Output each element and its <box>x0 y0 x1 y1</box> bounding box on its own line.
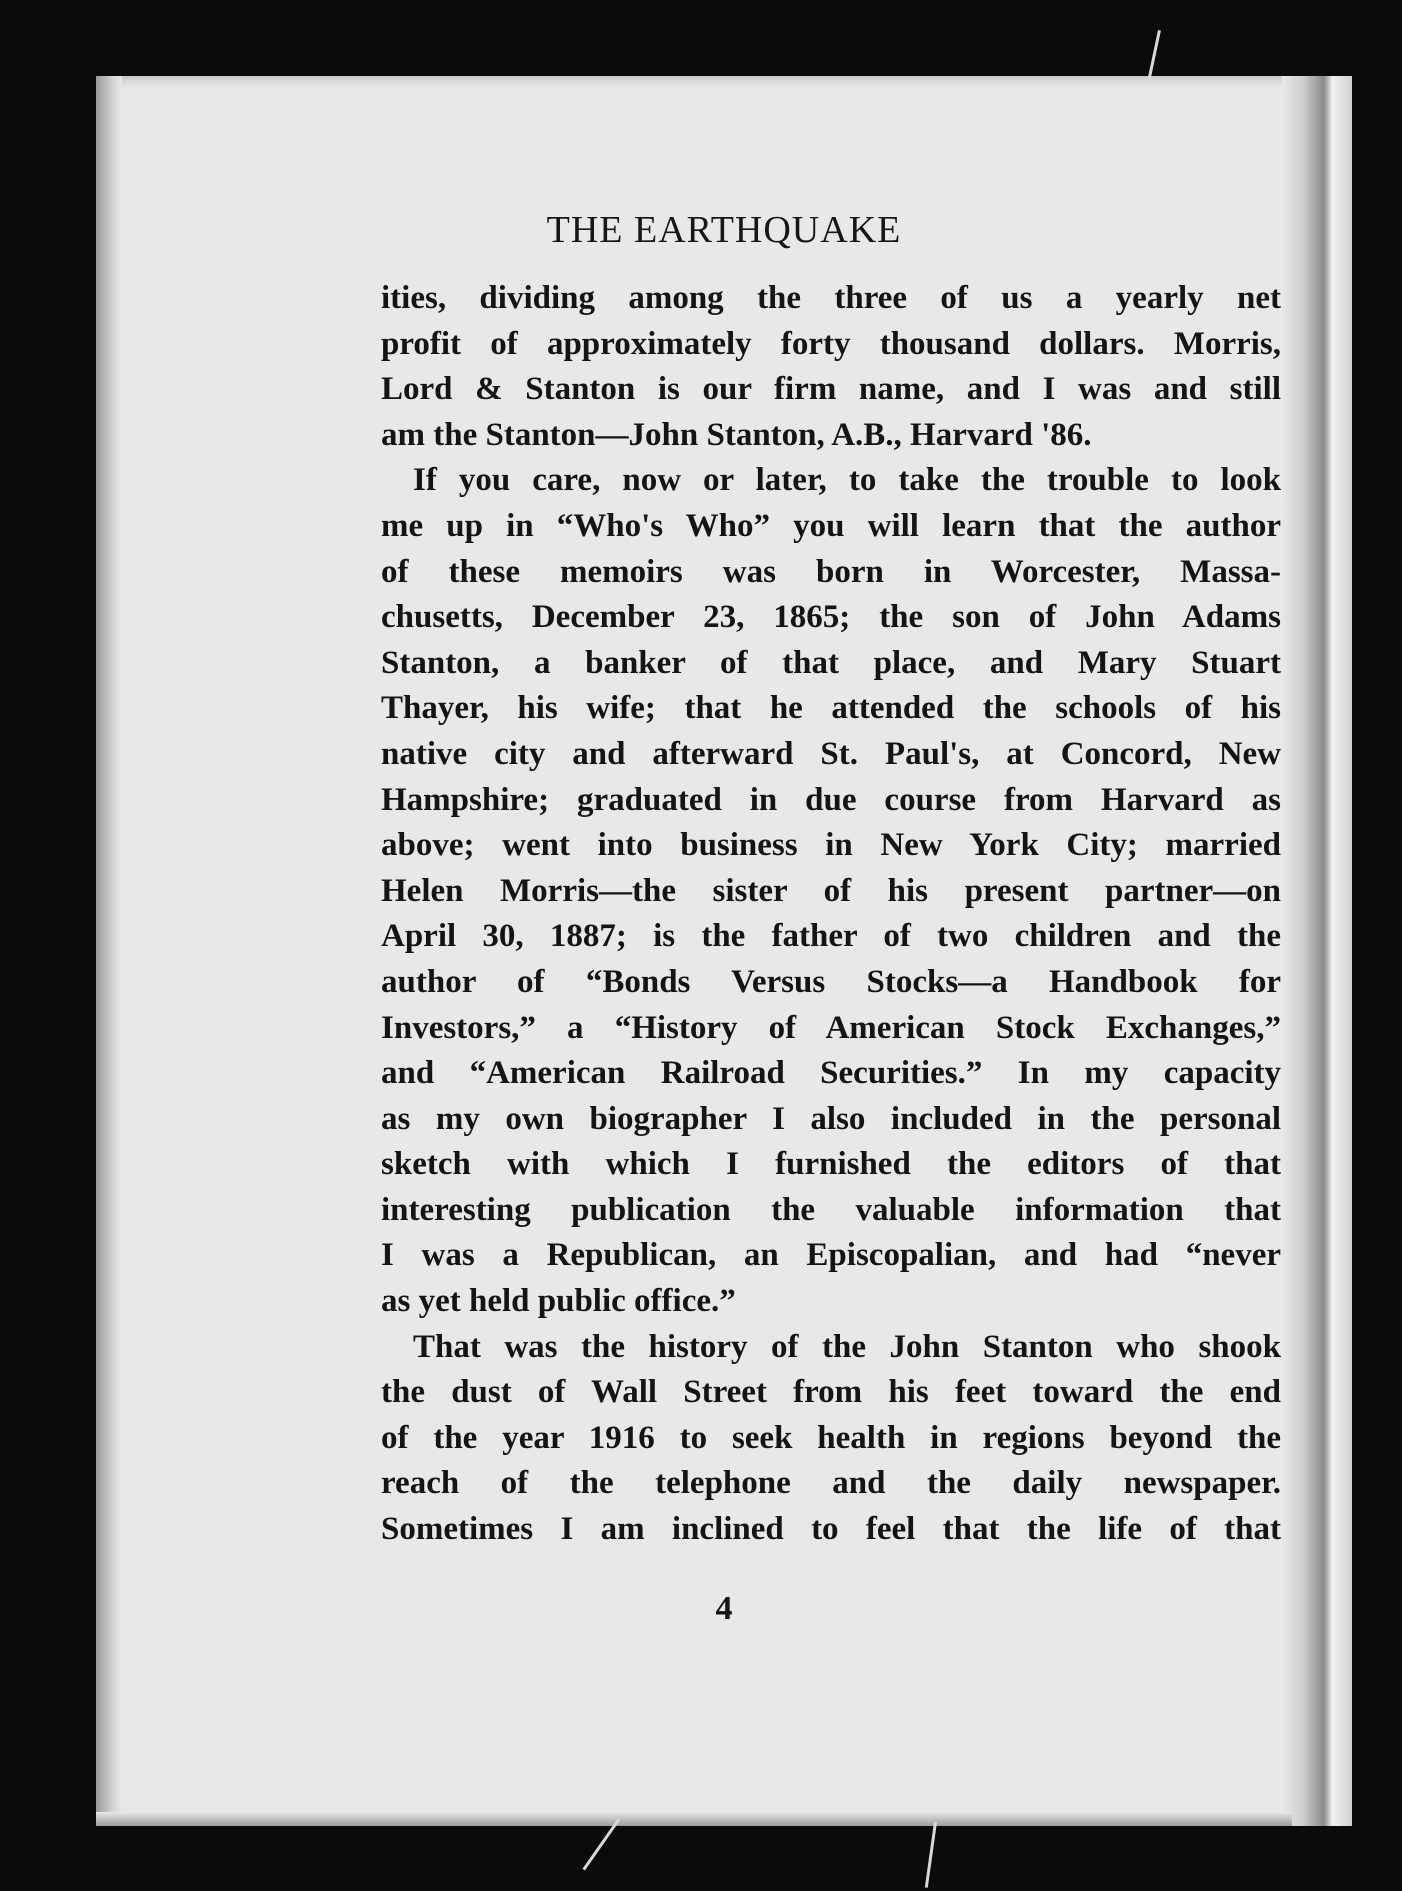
scan-scratch-top <box>1148 30 1161 80</box>
text-line: above; went into business in New York City; married <box>381 827 1281 864</box>
text-line: Lord & Stanton is our firm name, and I was and still <box>381 371 1281 408</box>
text-line: ities, dividing among the three of us a yearly net <box>381 280 1281 316</box>
text-line: profit of approximately forty thousand dollars. Morris, <box>381 325 1281 362</box>
text-line: as my own biographer I also included in the personal <box>381 1100 1281 1137</box>
running-head: THE EARTHQUAKE <box>546 209 902 251</box>
scanned-book-page <box>96 76 1352 1826</box>
text-line: and “American Railroad Securities.” In my capacity <box>381 1055 1281 1092</box>
text-line: the dust of Wall Street from his feet toward the end <box>381 1374 1281 1411</box>
text-line: of these memoirs was born in Worcester, Massa- <box>381 553 1281 590</box>
text-line: interesting publication the valuable information that <box>381 1191 1281 1228</box>
text-line: Sometimes I am inclined to feel that the life of that <box>381 1511 1281 1548</box>
text-line: me up in “Who's Who” you will learn that the author <box>381 507 1281 544</box>
page-edge-shadow <box>1282 76 1352 1826</box>
text-line: chusetts, December 23, 1865; the son of John Adams <box>381 599 1281 636</box>
text-line: Helen Morris—the sister of his present partner—on <box>381 872 1281 909</box>
text-line: Stanton, a banker of that place, and Mary Stuart <box>381 644 1281 681</box>
text-line: reach of the telephone and the daily newspaper. <box>381 1465 1281 1502</box>
text-line: Investors,” a “History of American Stock Exchanges,” <box>381 1009 1281 1046</box>
text-line: am the Stanton—John Stanton, A.B., Harvard '86. <box>381 416 1092 453</box>
text-line: If you care, now or later, to take the trouble to look <box>413 462 1281 499</box>
text-line: native city and afterward St. Paul's, at Concord, New <box>381 735 1281 772</box>
scan-scratch-bottom-right <box>925 1822 937 1888</box>
text-line: That was the history of the John Stanton who shook <box>413 1328 1281 1365</box>
text-line: sketch with which I furnished the editors of that <box>381 1146 1281 1183</box>
text-line: Thayer, his wife; that he attended the schools of his <box>381 690 1281 727</box>
text-line: of the year 1916 to seek health in regions beyond the <box>381 1419 1281 1456</box>
text-line: author of “Bonds Versus Stocks—a Handbook for <box>381 963 1281 1000</box>
page-number: 4 <box>715 1590 733 1627</box>
text-line: April 30, 1887; is the father of two children and the <box>381 918 1281 955</box>
text-line: I was a Republican, an Episcopalian, and had “never <box>381 1237 1281 1274</box>
page-bottom-shadow <box>96 1812 1292 1826</box>
text-line: Hampshire; graduated in due course from Harvard as <box>381 781 1281 818</box>
text-line: as yet held public office.” <box>381 1283 736 1320</box>
page-binding-shadow <box>96 76 122 1826</box>
body-text <box>381 276 1281 1553</box>
